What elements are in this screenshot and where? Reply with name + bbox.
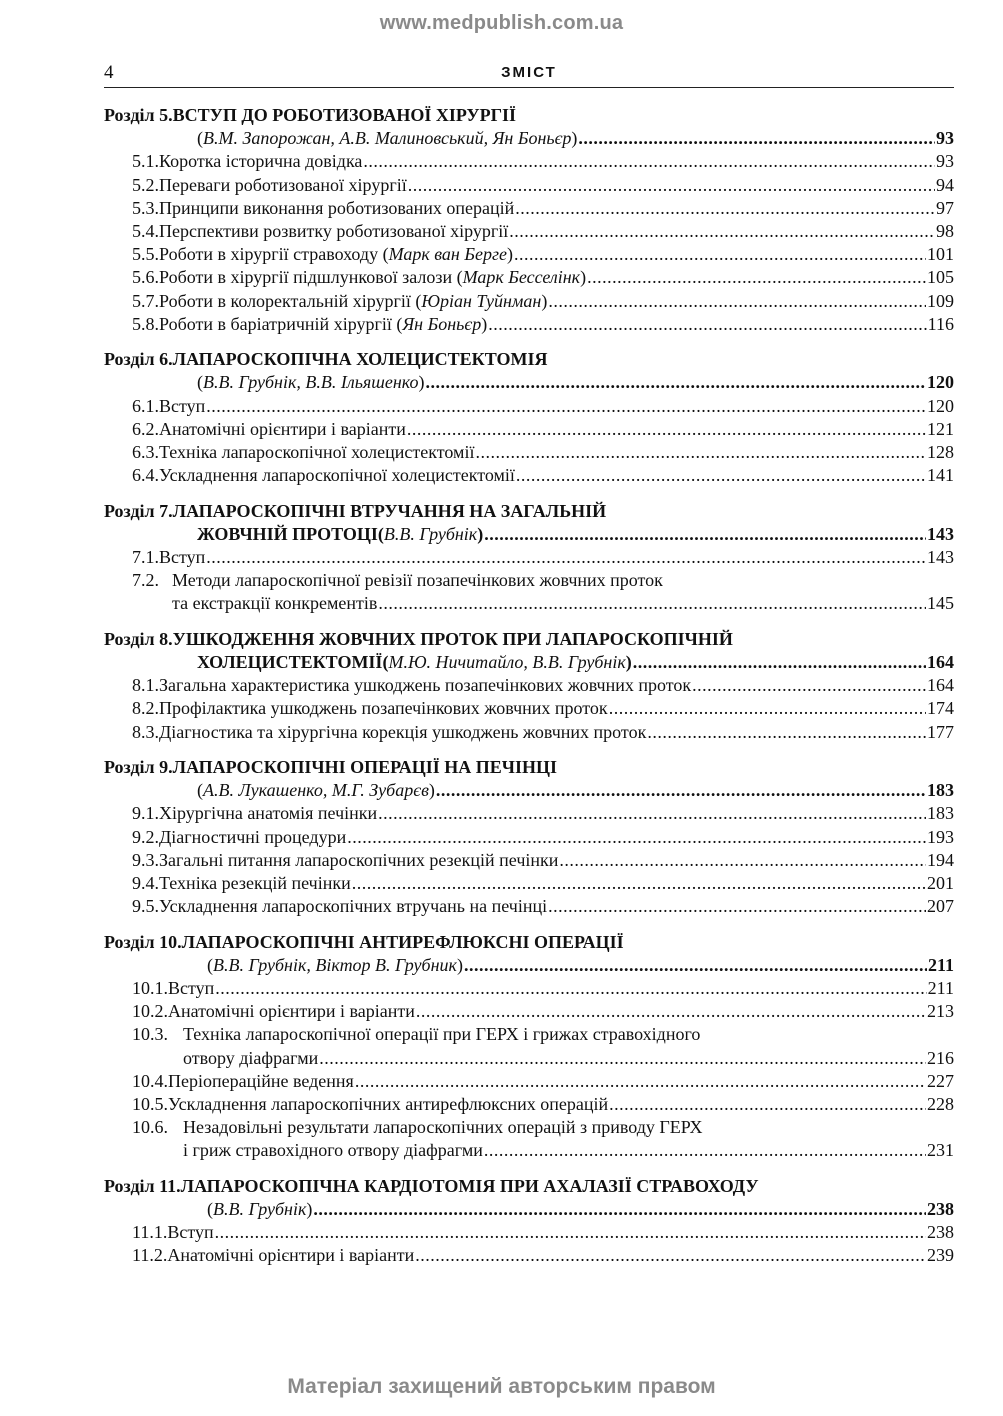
dot-leader — [609, 697, 926, 720]
item-number: 11.2. — [132, 1245, 168, 1266]
item-title: Техніка лапароскопічної операції при ГЕРХ і грижах стравохідного — [183, 1024, 701, 1045]
paren: ) — [306, 1199, 313, 1220]
item-author: Марк Бесселінк — [462, 267, 581, 288]
item-page-number: 177 — [927, 721, 954, 742]
section-authors: М.Ю. Ничитайло, В.В. Грубнік — [388, 652, 626, 673]
item-title: Принципи виконання роботизованих операцій — [159, 197, 515, 218]
paren: ) — [571, 128, 578, 149]
dot-leader — [355, 1070, 926, 1093]
paren: ) — [418, 372, 425, 393]
item-title: Вступ — [168, 978, 215, 999]
item-title: Перспективи розвитку роботизованої хірургії — [159, 220, 509, 241]
toc-item — [104, 441, 954, 464]
toc-item — [104, 197, 954, 220]
toc-item — [104, 849, 954, 872]
section-authors: А.В. Лукашенко, М.Г. Зубарєв — [203, 780, 429, 801]
section-heading-line — [104, 348, 954, 371]
section-title: УШКОДЖЕННЯ ЖОВЧНИХ ПРОТОК ПРИ ЛАПАРОСКОПІЧНІЙ — [172, 628, 733, 649]
section-heading-line — [104, 756, 954, 779]
item-number: 9.1. — [132, 803, 159, 824]
toc-item — [104, 1116, 954, 1139]
dot-leader — [363, 150, 935, 173]
dot-leader — [692, 674, 926, 697]
toc-item — [104, 150, 954, 173]
section-title: ХОЛЕЦИСТЕКТОМІЇ — [197, 652, 383, 673]
item-title: Діагностика та хірургічна корекція ушкоджень жовчних проток — [159, 721, 647, 742]
item-author: Ян Боньєр — [402, 313, 482, 334]
section-heading-line — [104, 628, 954, 651]
toc-item — [104, 290, 954, 313]
dot-leader — [319, 1047, 926, 1070]
copyright-footer: Матеріал захищений авторським правом — [287, 1375, 716, 1398]
item-page-number: 193 — [927, 826, 954, 847]
toc-item — [104, 721, 954, 744]
paren: ( — [207, 954, 213, 975]
item-number: 5.5. — [132, 244, 159, 265]
dot-leader — [415, 1244, 926, 1267]
item-number: 6.4. — [132, 465, 159, 486]
item-page-number: 164 — [927, 675, 954, 696]
toc-item — [104, 1023, 954, 1046]
item-page-number: 231 — [927, 1140, 954, 1161]
section-label: Розділ 6. — [104, 349, 173, 370]
item-number: 5.1. — [132, 151, 159, 172]
item-author: Марк ван Берге — [388, 244, 507, 265]
item-number: 5.7. — [132, 290, 159, 311]
dot-leader — [464, 954, 927, 977]
toc-section — [104, 1175, 954, 1268]
dot-leader — [416, 1000, 926, 1023]
toc-section — [104, 628, 954, 744]
item-number: 5.4. — [132, 220, 159, 241]
item-number: 5.2. — [132, 174, 159, 195]
section-title: ЛАПАРОСКОПІЧНА КАРДІОТОМІЯ ПРИ АХАЛАЗІЇ СТРАВОХОДУ — [180, 1175, 759, 1196]
paren: ) — [428, 780, 435, 801]
toc-item — [104, 1070, 954, 1093]
toc-item — [104, 220, 954, 243]
section-authors-line — [104, 779, 954, 802]
section-page-number: 120 — [927, 372, 954, 393]
item-title-tail: ) — [541, 290, 548, 311]
item-title: Роботи в колоректальній хірургії ( — [159, 290, 422, 311]
item-title-tail: ) — [580, 267, 587, 288]
item-number: 7.1. — [132, 546, 159, 567]
section-authors-line — [104, 954, 954, 977]
toc-item — [104, 1244, 954, 1267]
item-page-number: 228 — [927, 1093, 954, 1114]
dot-leader — [647, 721, 926, 744]
dot-leader — [548, 895, 926, 918]
section-title: ЖОВЧНІЙ ПРОТОЦІ — [197, 523, 378, 544]
section-label: Розділ 10. — [104, 931, 182, 952]
item-page-number: 97 — [936, 197, 954, 218]
paren: ( — [197, 372, 203, 393]
item-page-number: 213 — [927, 1001, 954, 1022]
section-page-number: 238 — [927, 1199, 954, 1220]
page-header — [104, 60, 954, 88]
dot-leader — [378, 802, 926, 825]
item-number: 10.6. — [132, 1117, 168, 1138]
item-page-number: 98 — [936, 220, 954, 241]
item-page-number: 116 — [927, 313, 954, 334]
dot-leader — [215, 1221, 926, 1244]
section-title: ЛАПАРОСКОПІЧНА ХОЛЕЦИСТЕКТОМІЯ — [172, 349, 548, 370]
section-authors: В.М. Запорожан, А.В. Малиновський, Ян Боньєр — [203, 128, 572, 149]
toc-item — [104, 1093, 954, 1116]
item-page-number: 174 — [927, 698, 954, 719]
dot-leader — [509, 220, 935, 243]
item-page-number: 101 — [927, 244, 954, 265]
toc-section — [104, 931, 954, 1163]
item-title: Вступ — [167, 1222, 214, 1243]
item-page-number: 141 — [927, 465, 954, 486]
item-title: Анатомічні орієнтири і варіанти — [159, 418, 406, 439]
item-number: 8.1. — [132, 675, 159, 696]
section-page-number: 143 — [927, 523, 954, 544]
dot-leader — [516, 464, 926, 487]
section-heading-line — [104, 931, 954, 954]
item-title: Незадовільні результати лапароскопічних операцій з приводу ГЕРХ — [183, 1117, 703, 1138]
item-title: Загальна характеристика ушкоджень позапечінкових жовчних проток — [159, 675, 692, 696]
section-label: Розділ 7. — [104, 500, 173, 521]
item-title: Анатомічні орієнтири і варіанти — [167, 1245, 415, 1266]
item-title: Переваги роботизованої хірургії — [159, 174, 407, 195]
toc-item-continuation — [104, 1047, 954, 1070]
item-number: 5.6. — [132, 267, 159, 288]
item-page-number: 105 — [927, 267, 954, 288]
dot-leader — [578, 127, 935, 150]
item-number: 9.4. — [132, 873, 159, 893]
dot-leader — [548, 290, 926, 313]
section-title: ЛАПАРОСКОПІЧНІ АНТИРЕФЛЮКСНІ ОПЕРАЦІЇ — [181, 931, 624, 952]
toc-item — [104, 546, 954, 569]
toc-item — [104, 395, 954, 418]
section-authors: В.В. Грубнік — [383, 523, 478, 544]
item-page-number: 216 — [927, 1047, 954, 1068]
item-title-tail: ) — [506, 244, 513, 265]
section-label: Розділ 8. — [104, 628, 173, 649]
item-title: Ускладнення лапароскопічних втручань на печінці — [159, 896, 548, 917]
item-number: 7.2. — [132, 570, 159, 591]
item-page-number: 145 — [927, 593, 954, 614]
item-page-number: 238 — [927, 1222, 954, 1243]
item-title: Методи лапароскопічної ревізії позапечінкових жовчних проток — [172, 570, 663, 591]
item-title: Коротка історична довідка — [159, 151, 363, 172]
dot-leader — [206, 395, 926, 418]
item-number: 9.3. — [132, 849, 159, 870]
item-number: 8.2. — [132, 698, 159, 719]
toc-section — [104, 500, 954, 616]
item-title: Загальні питання лапароскопічних резекцій печінки — [159, 849, 559, 870]
item-number: 9.5. — [132, 896, 159, 917]
item-title: Техніка резекцій печінки — [159, 873, 351, 893]
toc-item — [104, 826, 954, 849]
toc-section — [104, 756, 954, 918]
item-page-number: 211 — [927, 978, 954, 999]
dot-leader — [436, 779, 926, 802]
page-number: 4 — [104, 62, 114, 83]
header-title: ЗМІСТ — [501, 64, 557, 81]
dot-leader — [633, 651, 926, 674]
paren: ( — [207, 1199, 213, 1220]
toc-section — [104, 104, 954, 336]
dot-leader — [352, 872, 926, 895]
toc-item — [104, 872, 954, 895]
section-heading-line — [104, 104, 954, 127]
toc-item — [104, 1221, 954, 1244]
item-title-continuation: та екстракції конкрементів — [172, 593, 378, 614]
paren: ( — [197, 780, 203, 801]
section-heading-line: ЖОВЧНІЙ ПРОТОЦІ ( В.В. Грубнік ) ..... 143 — [104, 523, 954, 546]
item-number: 10.4. — [132, 1070, 168, 1091]
dot-leader — [515, 197, 935, 220]
toc-item — [104, 243, 954, 266]
item-page-number: 194 — [927, 849, 954, 870]
item-title: Вступ — [159, 395, 206, 416]
dot-leader — [484, 523, 926, 546]
section-heading-line — [104, 500, 954, 523]
item-title-continuation: отвору діафрагми — [183, 1047, 319, 1068]
item-title: Вступ — [159, 546, 206, 567]
item-title: Профілактика ушкоджень позапечінкових жовчних проток — [159, 698, 608, 719]
toc-item — [104, 418, 954, 441]
item-author: Юріан Туйнман — [421, 290, 542, 311]
dot-leader — [559, 849, 926, 872]
item-title: Роботи в хірургії підшлункової залози ( — [159, 267, 463, 288]
item-title: Анатомічні орієнтири і варіанти — [168, 1001, 415, 1022]
dot-leader — [407, 418, 926, 441]
table-of-contents — [104, 104, 954, 1280]
item-page-number: 109 — [927, 290, 954, 311]
toc-item — [104, 313, 954, 336]
item-page-number: 120 — [927, 395, 954, 416]
toc-section — [104, 348, 954, 487]
paren: ( — [197, 128, 203, 149]
item-number: 10.3. — [132, 1024, 168, 1045]
item-number: 5.3. — [132, 197, 159, 218]
section-page-number: 164 — [927, 652, 954, 673]
toc-item — [104, 174, 954, 197]
toc-item — [104, 802, 954, 825]
item-number: 10.5. — [132, 1093, 168, 1114]
item-number: 10.2. — [132, 1001, 168, 1022]
toc-item — [104, 266, 954, 289]
section-label: Розділ 11. — [104, 1175, 181, 1196]
item-page-number: 128 — [927, 441, 954, 462]
dot-leader — [206, 546, 926, 569]
section-authors-line — [104, 371, 954, 394]
dot-leader — [488, 313, 926, 336]
section-authors-line — [104, 127, 954, 150]
item-page-number: 121 — [927, 418, 954, 439]
dot-leader — [484, 1139, 926, 1162]
item-page-number: 94 — [936, 174, 954, 195]
section-label: Розділ 5. — [104, 105, 173, 125]
item-title: Техніка лапароскопічної холецистектомії — [159, 441, 475, 462]
section-title: ВСТУП ДО РОБОТИЗОВАНОЇ ХІРУРГІЇ — [172, 105, 517, 125]
toc-item — [104, 895, 954, 918]
dot-leader — [215, 977, 926, 1000]
dot-leader — [378, 592, 926, 615]
section-page-number: 211 — [927, 954, 954, 975]
section-authors-line — [104, 1198, 954, 1221]
section-title: ЛАПАРОСКОПІЧНІ ВТРУЧАННЯ НА ЗАГАЛЬНІЙ — [172, 500, 607, 521]
dot-leader — [313, 1198, 926, 1221]
section-page-number: 93 — [936, 128, 954, 149]
toc-item — [104, 674, 954, 697]
dot-leader — [587, 266, 926, 289]
item-number: 10.1. — [132, 978, 168, 999]
item-number: 9.2. — [132, 826, 159, 847]
item-title: Ускладнення лапароскопічних антирефлюксних операцій — [168, 1093, 609, 1114]
section-authors: В.В. Грубнік, Віктор В. Грубник — [213, 954, 457, 975]
item-page-number: 227 — [927, 1070, 954, 1091]
toc-item-continuation — [104, 1139, 954, 1162]
item-title: Ускладнення лапароскопічної холецистектомії — [159, 465, 515, 486]
section-authors: В.В. Грубнік, В.В. Ільяшенко — [203, 372, 419, 393]
section-authors: В.В. Грубнік — [213, 1199, 307, 1220]
toc-item-continuation — [104, 592, 954, 615]
item-title: Роботи в баріатричній хірургії ( — [159, 313, 403, 334]
section-heading-line — [104, 1175, 954, 1198]
dot-leader — [475, 441, 926, 464]
toc-item — [104, 464, 954, 487]
item-page-number: 201 — [927, 873, 954, 893]
section-page-number: 183 — [927, 780, 954, 801]
toc-item — [104, 697, 954, 720]
item-title: Діагностичні процедури — [159, 826, 347, 847]
item-number: 11.1. — [132, 1222, 168, 1243]
section-title: ЛАПАРОСКОПІЧНІ ОПЕРАЦІЇ НА ПЕЧІНЦІ — [172, 757, 558, 778]
dot-leader — [609, 1093, 926, 1116]
dot-leader — [514, 243, 926, 266]
dot-leader — [347, 826, 926, 849]
dot-leader — [426, 371, 926, 394]
item-title-tail: ) — [481, 313, 488, 334]
item-number: 8.3. — [132, 721, 159, 742]
item-title: Періопераційне ведення — [168, 1070, 354, 1091]
toc-item — [104, 1000, 954, 1023]
item-page-number: 239 — [927, 1245, 954, 1266]
item-title: Роботи в хірургії стравоходу ( — [159, 244, 389, 265]
item-number: 6.3. — [132, 441, 159, 462]
item-page-number: 143 — [927, 546, 954, 567]
item-number: 5.8. — [132, 313, 159, 334]
toc-item — [104, 977, 954, 1000]
section-label: Розділ 9. — [104, 757, 173, 778]
item-page-number: 93 — [936, 151, 954, 172]
section-heading-line: ХОЛЕЦИСТЕКТОМІЇ ( М.Ю. Ничитайло, В.В. Грубнік ) ..... 164 — [104, 651, 954, 674]
item-title-continuation: і гриж стравохідного отвору діафрагми — [183, 1140, 483, 1161]
dot-leader — [408, 174, 935, 197]
item-page-number: 183 — [927, 803, 954, 824]
paren: ) — [456, 954, 463, 975]
item-number: 6.2. — [132, 418, 159, 439]
item-title: Хірургічна анатомія печінки — [159, 803, 378, 824]
item-number: 6.1. — [132, 395, 159, 416]
item-page-number: 207 — [927, 896, 954, 917]
site-url: www.medpublish.com.ua — [379, 12, 624, 34]
toc-item — [104, 569, 954, 592]
